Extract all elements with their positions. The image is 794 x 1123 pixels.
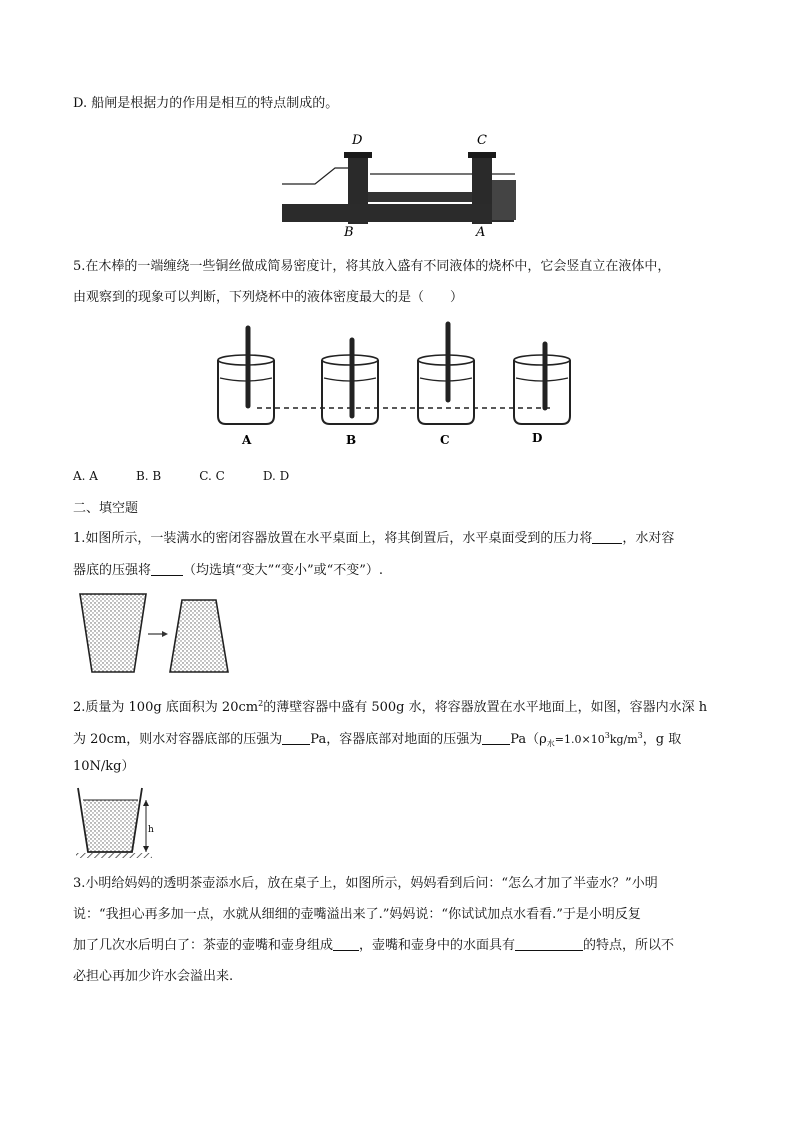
fill2-line2	[73, 727, 681, 753]
upstream-water-line	[282, 168, 348, 184]
fill3-text-c: 的特点，所以不	[583, 938, 675, 953]
fill3-line1: 3.小明给妈妈的透明茶壶添水后，放在桌子上，如图所示，妈妈看到后问：“怎么才加了半壶水？”小明	[73, 876, 658, 891]
beaker-label-d: D	[532, 431, 543, 445]
fill1-text-c: 器底的压强将	[73, 563, 152, 578]
fill3-line2: 说：“我担心再多加一点，水就从细细的壶嘴溢出来了.”妈妈说：“你试试加点水看看.”于是小明反复	[73, 907, 641, 922]
label-a: A	[476, 225, 486, 240]
container-upright	[80, 594, 146, 672]
fill3-blank1[interactable]	[333, 938, 359, 951]
lock-chamber-floor	[368, 192, 472, 202]
q5-stem-line2: 由观察到的现象可以判断，下列烧杯中的液体密度最大的是（ ）	[73, 290, 464, 305]
fill2-text-e: Pa（ρ	[510, 732, 547, 747]
fill2-blank1[interactable]	[282, 732, 310, 745]
q5-options	[73, 467, 327, 485]
water-body	[83, 800, 138, 852]
fill2-sup-3: 3	[637, 731, 643, 740]
fill1-blank2[interactable]	[151, 563, 183, 576]
fill2-text-g: kg/m	[609, 733, 638, 746]
water-depth-figure	[74, 786, 164, 862]
q5-option-a[interactable]: A. A	[73, 469, 98, 483]
ground-hatch	[76, 853, 152, 858]
beaker-a	[218, 328, 274, 424]
fill3-text-a: 加了几次水后明白了：茶壶的壶嘴和壶身组成	[73, 938, 334, 953]
label-d: D	[352, 133, 363, 148]
beaker-b	[322, 340, 378, 424]
beaker-c	[418, 324, 474, 424]
depth-label-h: h	[148, 825, 154, 835]
fill3-line3	[73, 937, 674, 955]
fill2-text-d: Pa，容器底部对地面的压强为	[310, 732, 483, 747]
q5-option-c[interactable]: C. C	[199, 469, 225, 483]
label-c: C	[477, 133, 487, 148]
fill2-line1	[73, 695, 707, 717]
fill2-blank2[interactable]	[482, 732, 510, 745]
right-pier-cap	[468, 152, 496, 158]
downstream-block	[492, 180, 516, 220]
fill2-text-b: 的薄壁容器中盛有 500g 水，将容器放置在水平地面上，如图，容器内水深 h	[263, 700, 708, 715]
fill2-text-a: 2.质量为 100g 底面积为 20cm	[73, 700, 259, 715]
fill2-sup-2: 3	[604, 731, 610, 740]
beaker-label-a: A	[242, 433, 252, 447]
fill1-line1	[73, 530, 674, 548]
left-pier-cap	[344, 152, 372, 158]
fill1-text-b: ，水对容	[622, 531, 675, 546]
fill1-text-d: （均选填“变大”“变小”或“不变”）.	[183, 563, 384, 578]
fill2-text-f: =1.0×10	[554, 733, 605, 746]
fill2-sub-water: 水	[546, 739, 555, 748]
fill1-blank1[interactable]	[592, 531, 622, 544]
q5-stem-line1: 5.在木棒的一端缠绕一些铜丝做成简易密度计，将其放入盛有不同液体的烧杯中，它会竖直立在液体中，	[73, 259, 671, 274]
q5-option-d[interactable]: D. D	[262, 469, 290, 483]
fill3-text-b: ，壶嘴和壶身中的水面具有	[359, 938, 516, 953]
fill2-line3: 10N/kg）	[73, 759, 135, 774]
arrow-head-icon	[162, 631, 168, 637]
q5-option-b[interactable]: B. B	[135, 469, 162, 483]
channel-bed	[282, 204, 514, 222]
depth-arrow-up-icon	[143, 800, 149, 806]
fill2-text-h: ，g 取	[642, 732, 682, 747]
ship-lock-figure	[280, 128, 520, 243]
fill2-text-c: 为 20cm，则水对容器底部的压强为	[73, 732, 283, 747]
beaker-d	[514, 344, 570, 424]
beaker-label-b: B	[346, 433, 357, 447]
fill2-sup-1: 2	[258, 699, 264, 708]
container-inversion-figure	[78, 590, 238, 680]
container-inverted	[170, 600, 228, 672]
fill3-line4: 必担心再加少许水会溢出来.	[73, 969, 234, 984]
depth-arrow-down-icon	[143, 846, 149, 852]
beakers-figure	[212, 320, 592, 452]
q4-option-d: D. 船闸是根据力的作用是相互的特点制成的。	[73, 96, 339, 111]
fill1-line2	[73, 562, 383, 580]
fill3-blank2[interactable]	[515, 938, 583, 951]
beaker-label-c: C	[440, 433, 450, 447]
section-title: 二、填空题	[73, 501, 139, 516]
label-b: B	[344, 225, 354, 240]
fill1-text-a: 1.如图所示，一装满水的密闭容器放置在水平桌面上，将其倒置后，水平桌面受到的压力将	[73, 531, 593, 546]
